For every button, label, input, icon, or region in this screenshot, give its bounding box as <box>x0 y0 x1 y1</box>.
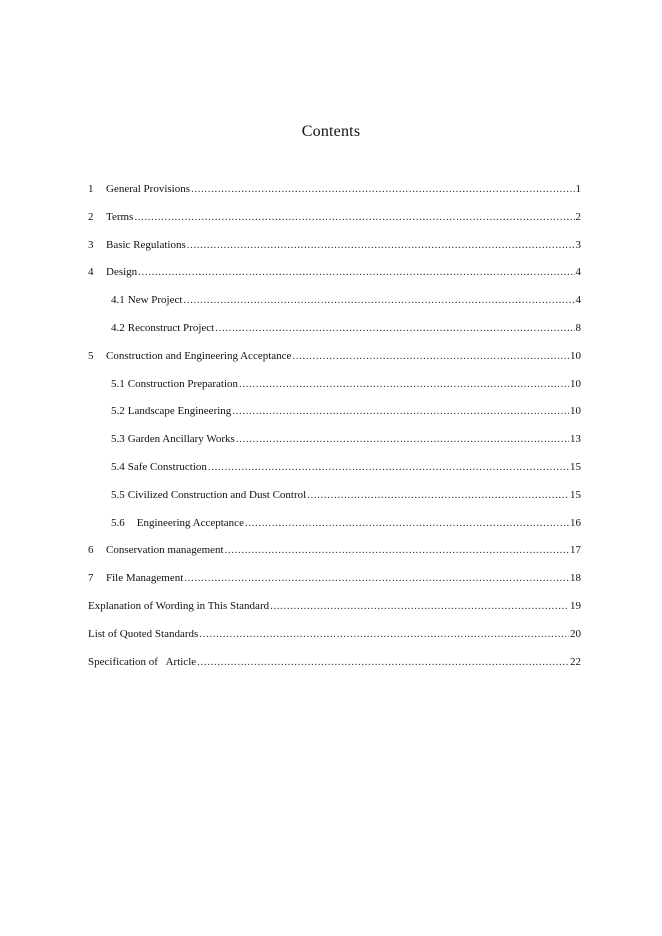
toc-entry-page: 19 <box>570 599 581 612</box>
toc-entry-label: Specification of Article <box>88 655 197 668</box>
toc-entry-label: General Provisions <box>106 183 191 195</box>
toc-entry-page: 13 <box>570 433 581 446</box>
toc-entry-number: 5.2 <box>111 405 125 418</box>
toc-entry-label: Landscape Engineering <box>127 405 232 418</box>
dot-leader <box>199 627 569 641</box>
toc-entry-number: 5.4 <box>111 460 125 473</box>
toc-entry[interactable] <box>88 210 581 238</box>
toc-entry-page: 16 <box>570 516 581 529</box>
dot-leader <box>245 516 569 530</box>
toc-entry-number: 5.1 <box>111 377 125 390</box>
toc-entry-page: 18 <box>570 572 581 585</box>
toc-entry-label: Engineering Acceptance <box>136 516 244 529</box>
toc-entry-page: 15 <box>570 460 581 473</box>
toc-subentry[interactable] <box>88 377 581 405</box>
toc-subentry[interactable] <box>88 404 581 432</box>
toc-entry-page: 2 <box>575 210 581 223</box>
dot-leader <box>215 321 574 335</box>
toc-entry-number: 5.3 <box>111 433 125 446</box>
toc-entry-page: 10 <box>570 349 581 362</box>
toc-subentry[interactable] <box>88 293 581 321</box>
toc-entry-label: New Project <box>127 294 183 307</box>
toc-entry-label: Garden Ancillary Works <box>127 433 235 446</box>
toc-entry-appendix[interactable] <box>88 627 581 655</box>
toc-entry-label: Construction and Engineering Acceptance <box>106 349 292 362</box>
dot-leader <box>208 460 569 474</box>
toc-entry[interactable] <box>88 182 581 210</box>
dot-leader <box>184 571 569 585</box>
toc-entry-page: 22 <box>570 655 581 668</box>
dot-leader <box>191 182 574 196</box>
toc-entry-label: Civilized Construction and Dust Control <box>127 488 307 501</box>
toc-subentry[interactable] <box>88 321 581 349</box>
dot-leader <box>307 488 569 502</box>
dot-leader <box>187 238 575 252</box>
toc-entry-label: Reconstruct Project <box>127 321 215 334</box>
dot-leader <box>239 377 569 391</box>
toc-entry-label: Explanation of Wording in This Standard <box>88 599 270 612</box>
toc-entry[interactable] <box>88 349 581 377</box>
toc-entry-number: 5.6 <box>111 516 125 529</box>
toc-subentry[interactable] <box>88 432 581 460</box>
toc-entry-number: 1 <box>88 183 94 195</box>
toc-entry-number: 4 <box>88 266 94 279</box>
toc-entry-page: 4 <box>575 294 581 307</box>
toc-subentry[interactable] <box>88 516 581 544</box>
toc-entry-label: Construction Preparation <box>127 377 239 390</box>
toc-entry-page: 15 <box>570 488 581 501</box>
toc-entry-appendix[interactable] <box>88 655 581 683</box>
toc-entry-page: 10 <box>570 377 581 390</box>
toc-entry-label: Basic Regulations <box>106 238 186 251</box>
toc-entry-label: File Management <box>106 572 184 585</box>
toc-entry-number: 3 <box>88 238 94 251</box>
toc-entry-number: 6 <box>88 544 94 557</box>
dot-leader <box>183 293 574 307</box>
toc-subentry[interactable] <box>88 488 581 516</box>
dot-leader <box>232 404 569 418</box>
toc-entry-page: 20 <box>570 627 581 640</box>
dot-leader <box>225 543 569 557</box>
toc-entry-number: 5 <box>88 349 94 362</box>
toc-entry-appendix[interactable] <box>88 599 581 627</box>
toc-entry-page: 17 <box>570 544 581 557</box>
toc-entry-page: 4 <box>575 266 581 279</box>
dot-leader <box>197 655 569 669</box>
toc-entry-number: 4.2 <box>111 321 125 334</box>
toc-entry-label: Safe Construction <box>127 460 207 473</box>
dot-leader <box>134 210 574 224</box>
dot-leader <box>292 349 569 363</box>
toc-entry-number: 7 <box>88 572 94 585</box>
toc-entry[interactable] <box>88 265 581 293</box>
dot-leader <box>236 432 569 446</box>
page-title: Contents <box>301 123 361 140</box>
toc-entry-page: 8 <box>575 321 581 334</box>
toc-entry-page: 1 <box>575 183 581 195</box>
toc-entry-number: 2 <box>88 210 94 223</box>
toc-entry-label: List of Quoted Standards <box>88 627 199 640</box>
toc-entry-page: 10 <box>570 405 581 418</box>
dot-leader <box>138 265 574 279</box>
toc-entry-label: Conservation management <box>106 544 224 557</box>
toc-entry[interactable] <box>88 238 581 266</box>
toc-entry-number: 4.1 <box>111 294 125 307</box>
toc-entry-page: 3 <box>575 238 581 251</box>
table-of-contents <box>88 182 581 682</box>
toc-subentry[interactable] <box>88 460 581 488</box>
toc-entry-label: Design <box>106 266 138 279</box>
toc-entry-label: Terms <box>106 210 134 223</box>
toc-entry-number: 5.5 <box>111 488 125 501</box>
dot-leader <box>270 599 569 613</box>
toc-entry[interactable] <box>88 571 581 599</box>
toc-entry[interactable] <box>88 543 581 571</box>
